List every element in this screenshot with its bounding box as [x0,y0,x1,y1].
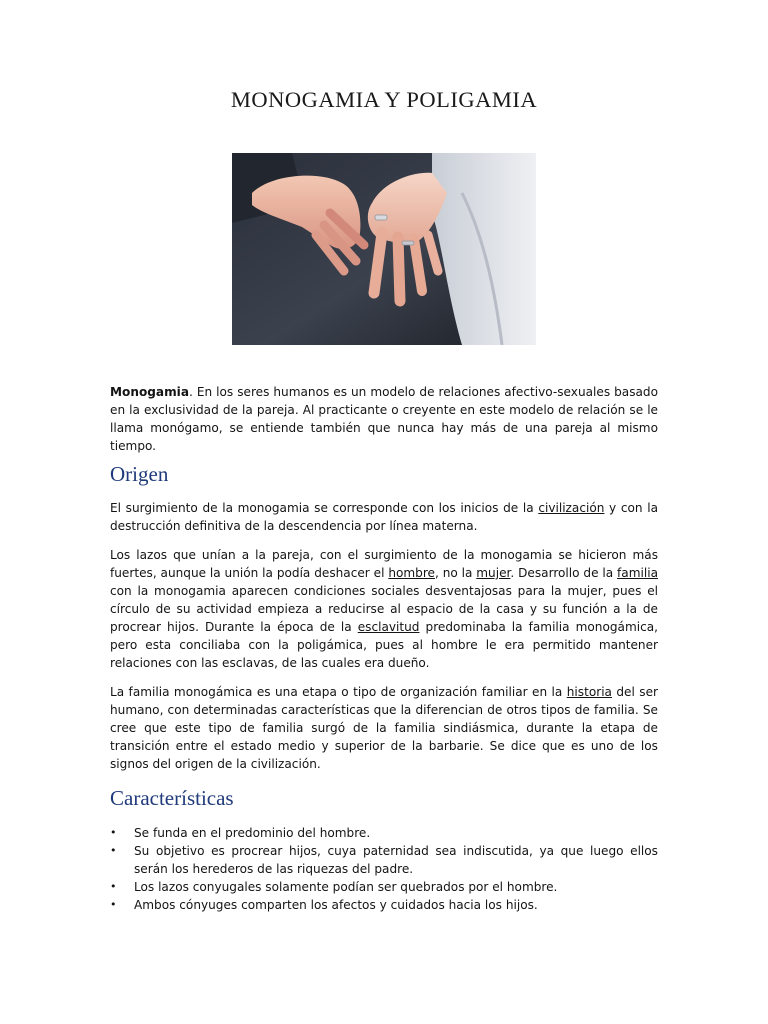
origen-paragraph-2 [110,546,658,672]
bullet-icon: • [110,880,117,893]
text-run: del ser humano, con determinadas características que la diferencian de otros tipos de familia. Se cree que este tipo de familia surgó de la familia sindiásmica, durante la etapa de transición entre el estado medio y superior de la barbarie. Se dice que es uno de los signos del origen de la civilización. [110,685,658,771]
text-run: , no la [434,566,477,580]
text-run: La familia monogámica es una etapa o tipo de organización familiar en la [110,685,567,699]
list-item [110,878,658,896]
origen-paragraph-1 [110,499,658,535]
link-mujer[interactable]: mujer [476,566,511,580]
couple-hands-photo [232,153,536,345]
list-item-text: Su objetivo es procrear hijos, cuya paternidad sea indiscutida, ya que luego ellos serán los herederos de las riquezas del padre. [134,844,658,876]
caracteristicas-list [110,824,658,914]
list-item [110,896,658,914]
link-familia[interactable]: familia [617,566,658,580]
link-civilizacion[interactable]: civilización [538,501,605,515]
origen-paragraph-3 [110,683,658,773]
intro-paragraph [110,383,658,455]
list-item-text: Ambos cónyuges comparten los afectos y cuidados hacia los hijos. [134,898,538,912]
text-run: . Desarrollo de la [510,566,618,580]
document-body [110,383,658,914]
section-heading-origen: Origen [110,462,169,486]
list-item [110,824,658,842]
list-item-text: Los lazos conyugales solamente podían ser quebrados por el hombre. [134,880,558,894]
text-run: con la monogamia aparecen condiciones sociales desventajosas para la mujer, pues el círculo de su actividad empieza a reducirse al espacio de la casa y su función a la de procrear hijos. Durante la época de la [110,584,658,634]
text-run: Los lazos que unían a la pareja, con el surgimiento de la monogamia se hicieron más fuertes, aunque la unión la podía deshacer el [110,548,658,580]
text-run: y con la destrucción definitiva de la descendencia por línea materna. [110,501,658,533]
bullet-icon: • [110,898,117,911]
bullet-icon: • [110,826,117,839]
text-run: predominaba la familia monogámica, pero esta conciliaba con la poligámica, pues al hombre le era permitido mantener relaciones con las esclavas, de las cuales era dueño. [110,620,658,670]
intro-lead-word: Monogamia [110,385,189,399]
list-item [110,842,658,878]
link-historia[interactable]: historia [566,685,612,699]
link-hombre[interactable]: hombre [388,566,435,580]
page-title: MONOGAMIA Y POLIGAMIA [230,87,538,112]
section-heading-caracteristicas: Características [110,786,234,810]
link-esclavitud[interactable]: esclavitud [357,620,420,634]
bullet-icon: • [110,844,117,857]
intro-text: . En los seres humanos es un modelo de relaciones afectivo-sexuales basado en la exclusividad de la pareja. Al practicante o creyente en este modelo de relación se le llama monógamo, se entiende también que nunca hay más de una pareja al mismo tiempo. [110,385,658,453]
text-run: El surgimiento de la monogamia se corresponde con los inicios de la [110,501,539,515]
list-item-text: Se funda en el predominio del hombre. [134,826,371,840]
